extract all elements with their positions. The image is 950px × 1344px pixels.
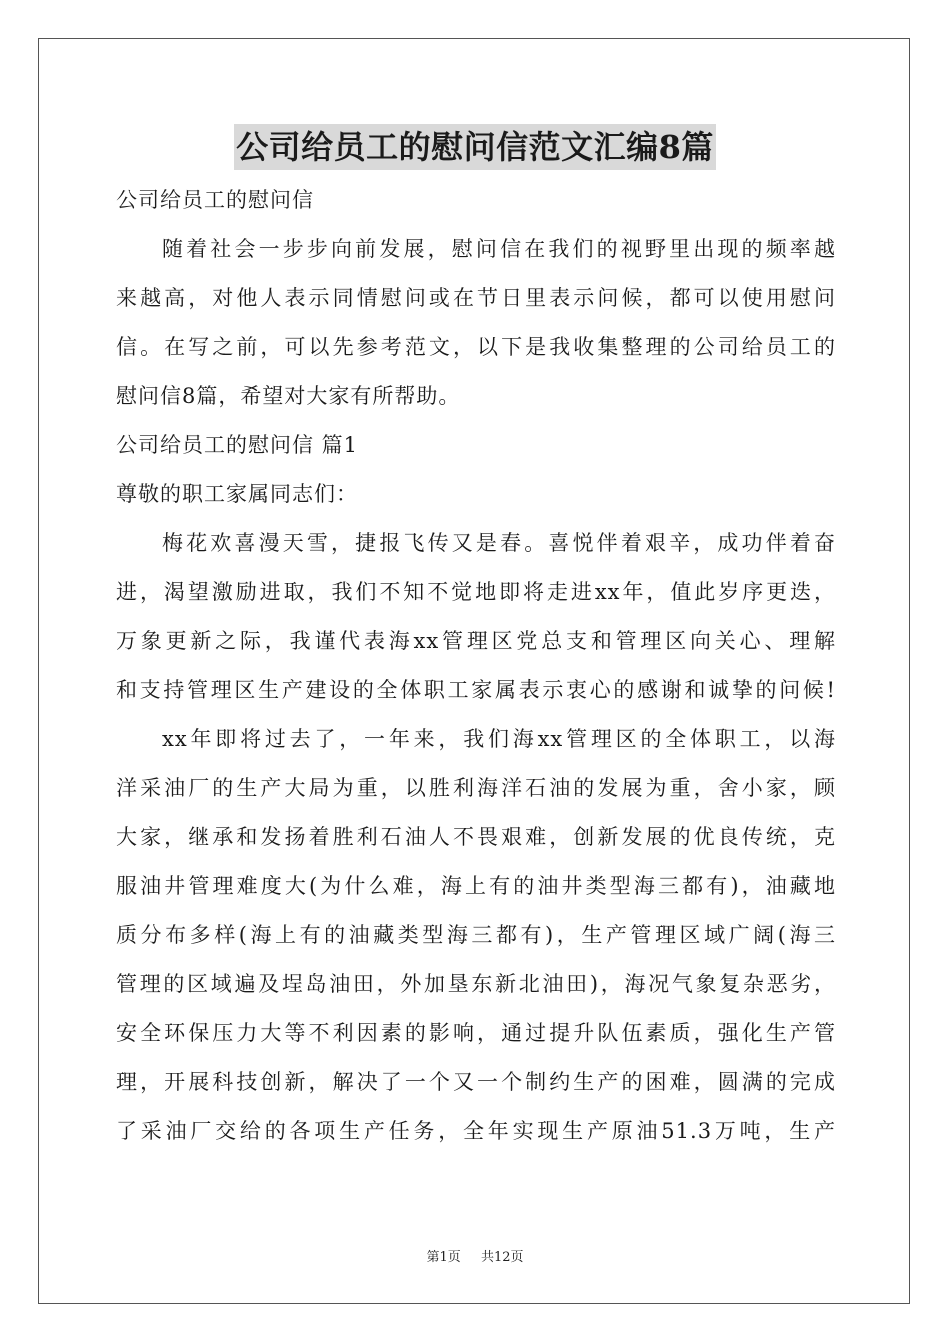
text-line: 公司给员工的慰问信 [116,188,314,212]
text-line: 公司给员工的慰问信 篇1 [116,433,359,457]
page-number-current: 第1页 [426,1250,461,1265]
text-line: 服油井管理难度大(为什么难，海上有的油井类型海三都有)，油藏地 [116,874,836,898]
text-line: 理，开展科技创新，解决了一个又一个制约生产的困难，圆满的完成 [116,1070,836,1094]
document-title: 公司给员工的慰问信范文汇编8篇 [234,124,716,170]
text-line: 大家，继承和发扬着胜利石油人不畏艰难，创新发展的优良传统，克 [116,825,836,849]
text-line: 进，渴望激励进取，我们不知不觉地即将走进xx年，值此岁序更迭， [116,580,836,604]
text-line: 尊敬的职工家属同志们： [116,482,358,506]
text-line: 随着社会一步步向前发展，慰问信在我们的视野里出现的频率越 [162,237,836,261]
text-line: 和支持管理区生产建设的全体职工家属表示衷心的感谢和诚挚的问候! [116,678,836,702]
page-footer [0,1246,950,1265]
text-line: 质分布多样(海上有的油藏类型海三都有)，生产管理区域广阔(海三 [116,923,836,947]
page-number-total: 共12页 [480,1250,524,1265]
text-line: 安全环保压力大等不利因素的影响，通过提升队伍素质，强化生产管 [116,1021,836,1045]
document-body [116,176,836,1156]
text-line: 万象更新之际，我谨代表海xx管理区党总支和管理区向关心、理解 [116,629,836,653]
text-line: 慰问信8篇，希望对大家有所帮助。 [116,384,461,408]
text-line: 信。在写之前，可以先参考范文，以下是我收集整理的公司给员工的 [116,335,836,359]
text-line: 梅花欢喜漫天雪，捷报飞传又是春。喜悦伴着艰辛，成功伴着奋 [162,531,836,555]
text-line: 管理的区域遍及埕岛油田，外加垦东新北油田)，海况气象复杂恶劣， [116,972,836,996]
text-line: 了采油厂交给的各项生产任务，全年实现生产原油51.3万吨，生产 [116,1119,836,1143]
text-line: xx年即将过去了，一年来，我们海xx管理区的全体职工，以海 [162,727,836,751]
text-line: 洋采油厂的生产大局为重，以胜利海洋石油的发展为重，舍小家，顾 [116,776,836,800]
title-container [0,124,950,170]
text-line: 来越高，对他人表示同情慰问或在节日里表示问候，都可以使用慰问 [116,286,836,310]
